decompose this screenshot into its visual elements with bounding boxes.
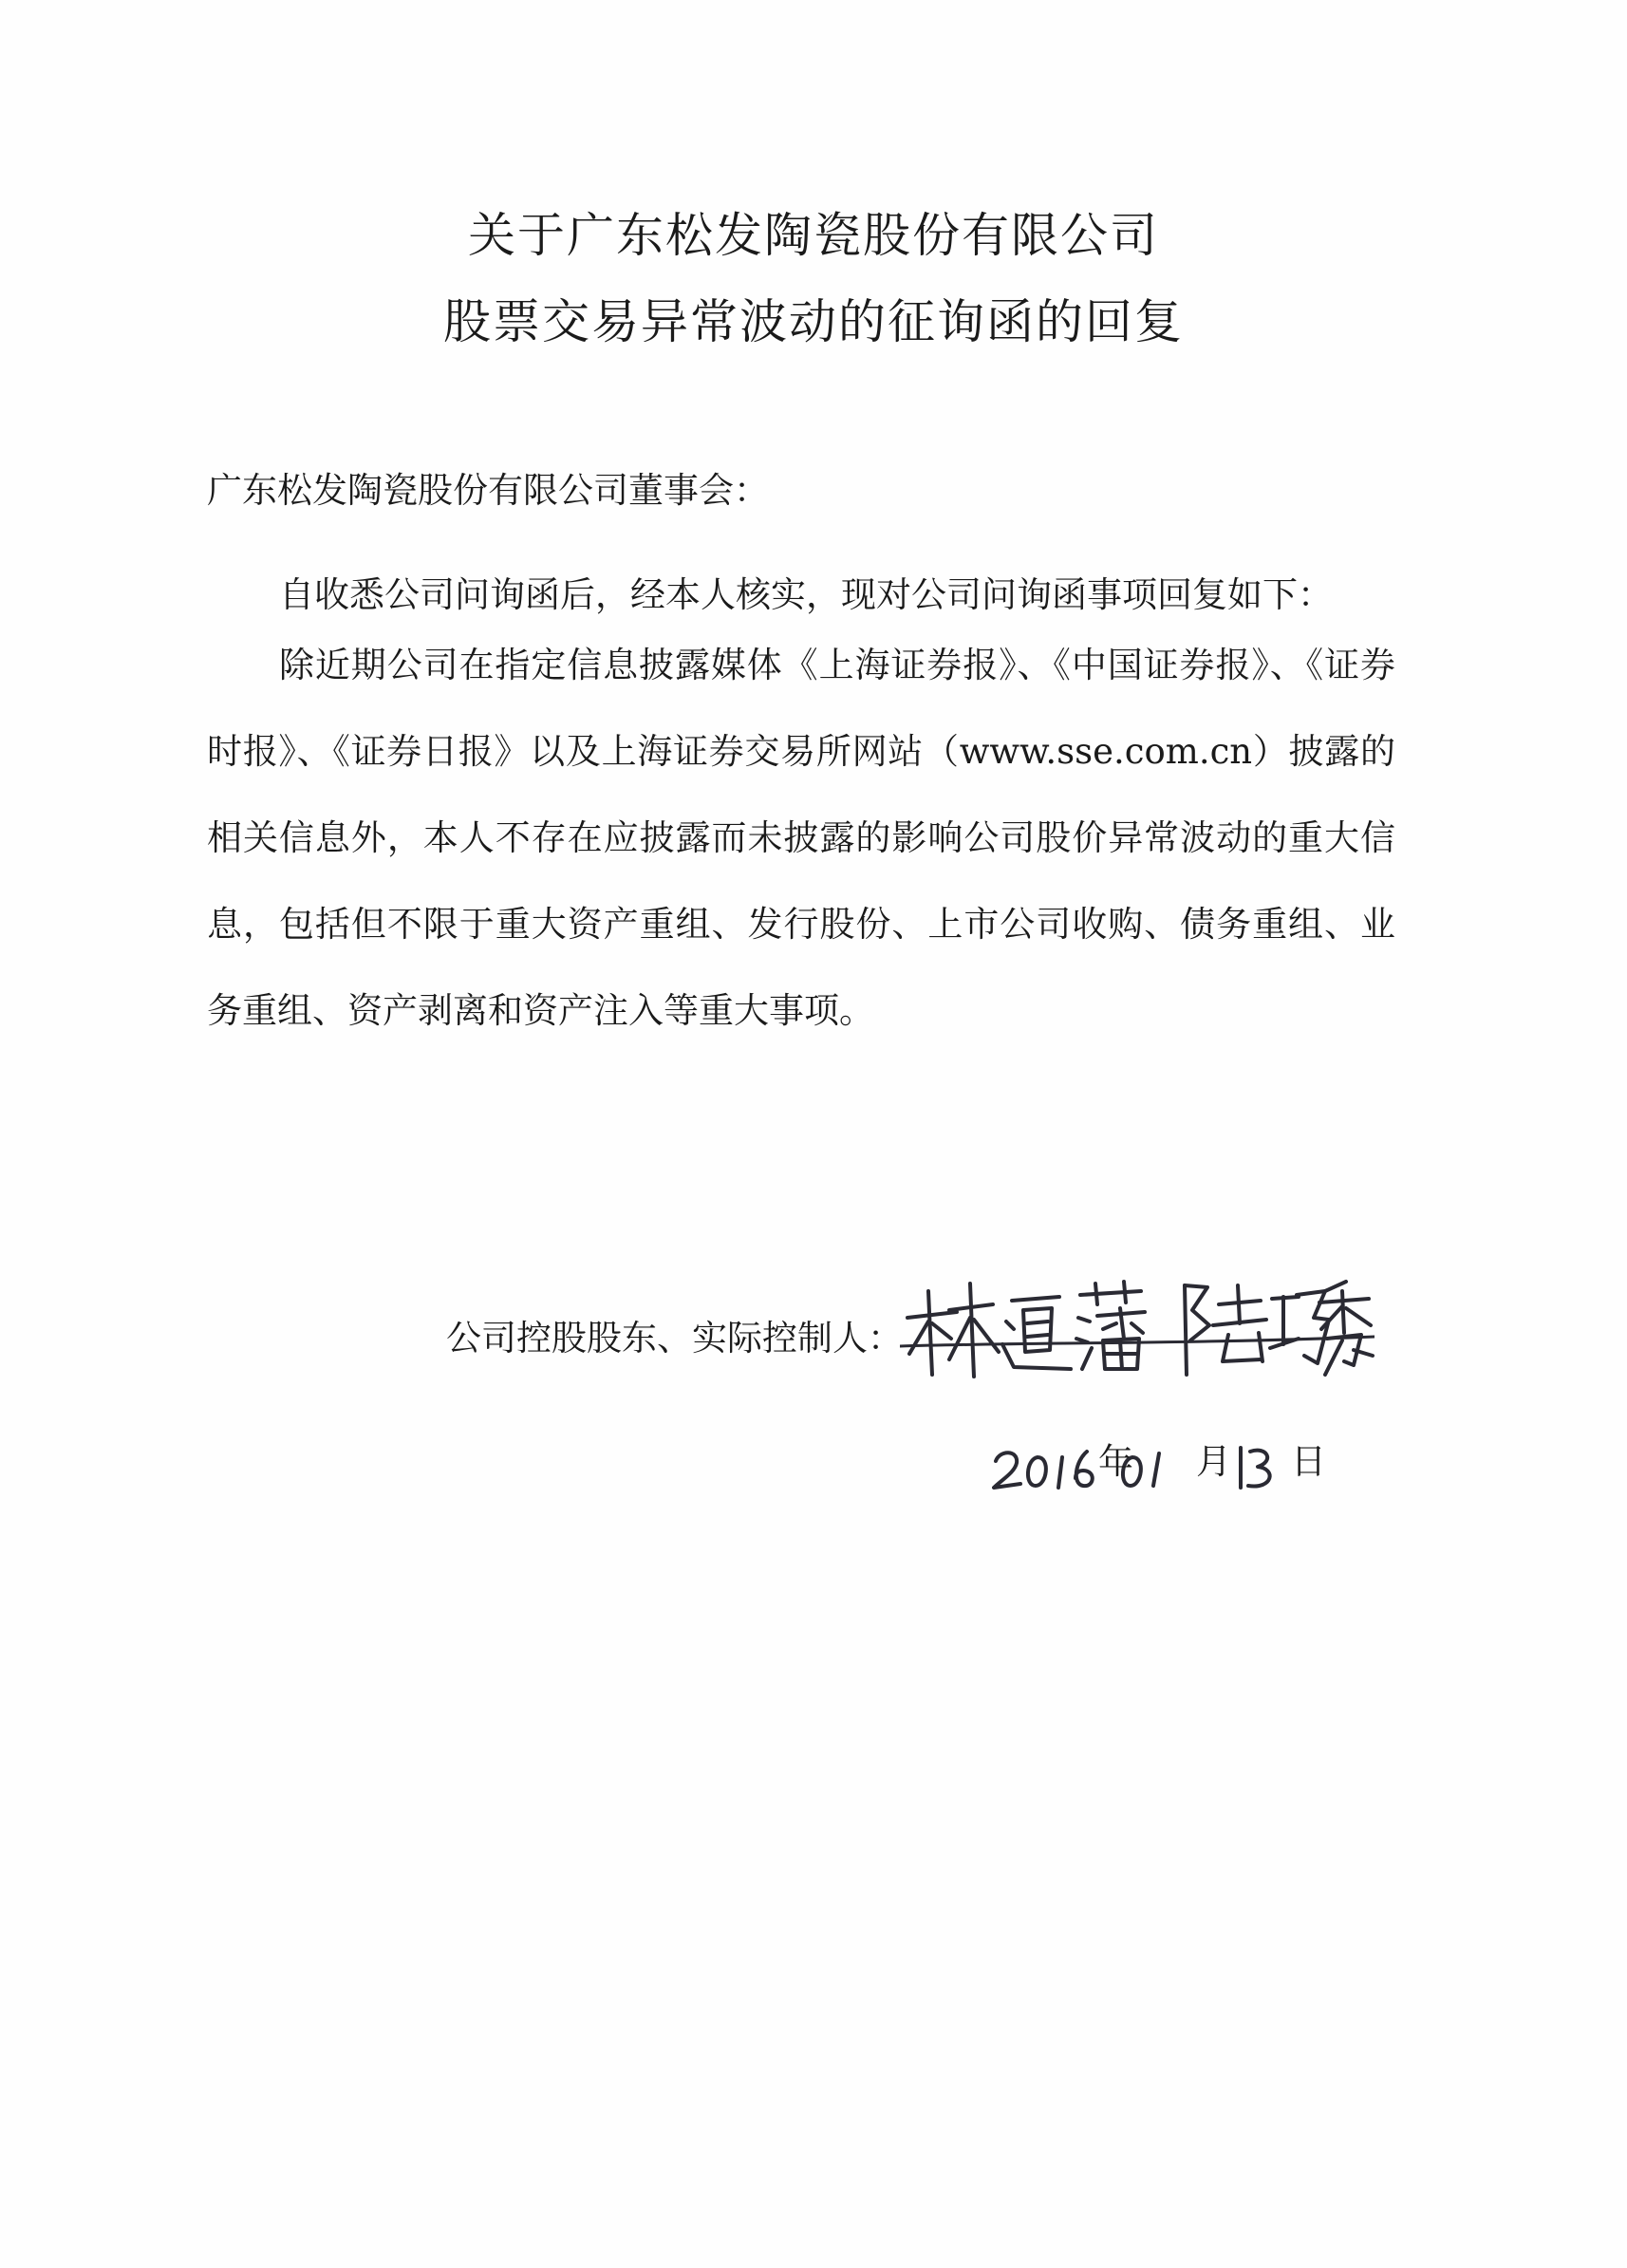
signature-date xyxy=(992,1429,1372,1495)
document-title-line1: 关于广东松发陶瓷股份有限公司 xyxy=(468,208,1159,263)
paragraph-2: 除近期公司在指定信息披露媒体《上海证券报》、《中国证券报》、《证券时报》、《证券日报》以及上海证券交易所网站（www.sse.com.cn）披露的相关信息外，本人不存在应披露而未披露的影响公司股价异常波动的重大信息，包括但不限于重大资产重组、发行股份、上市公司收购、债务重组、业务重组、资产剥离和资产注入等重大事项。 xyxy=(207,645,1395,1031)
document-title-line2: 股票交易异常波动的征询函的回复 xyxy=(443,294,1184,349)
paragraph-1: 自收悉公司问询函后，经本人核实，现对公司问询函事项回复如下： xyxy=(279,574,1333,615)
salutation: 广东松发陶瓷股份有限公司董事会： xyxy=(207,470,769,511)
date-month-char: 月 xyxy=(1196,1441,1231,1482)
date-day-char: 日 xyxy=(1291,1441,1326,1482)
signature-label: 公司控股股东、实际控制人： xyxy=(446,1318,903,1359)
date-year-char: 年 xyxy=(1098,1441,1133,1482)
handwritten-signature xyxy=(900,1263,1375,1386)
